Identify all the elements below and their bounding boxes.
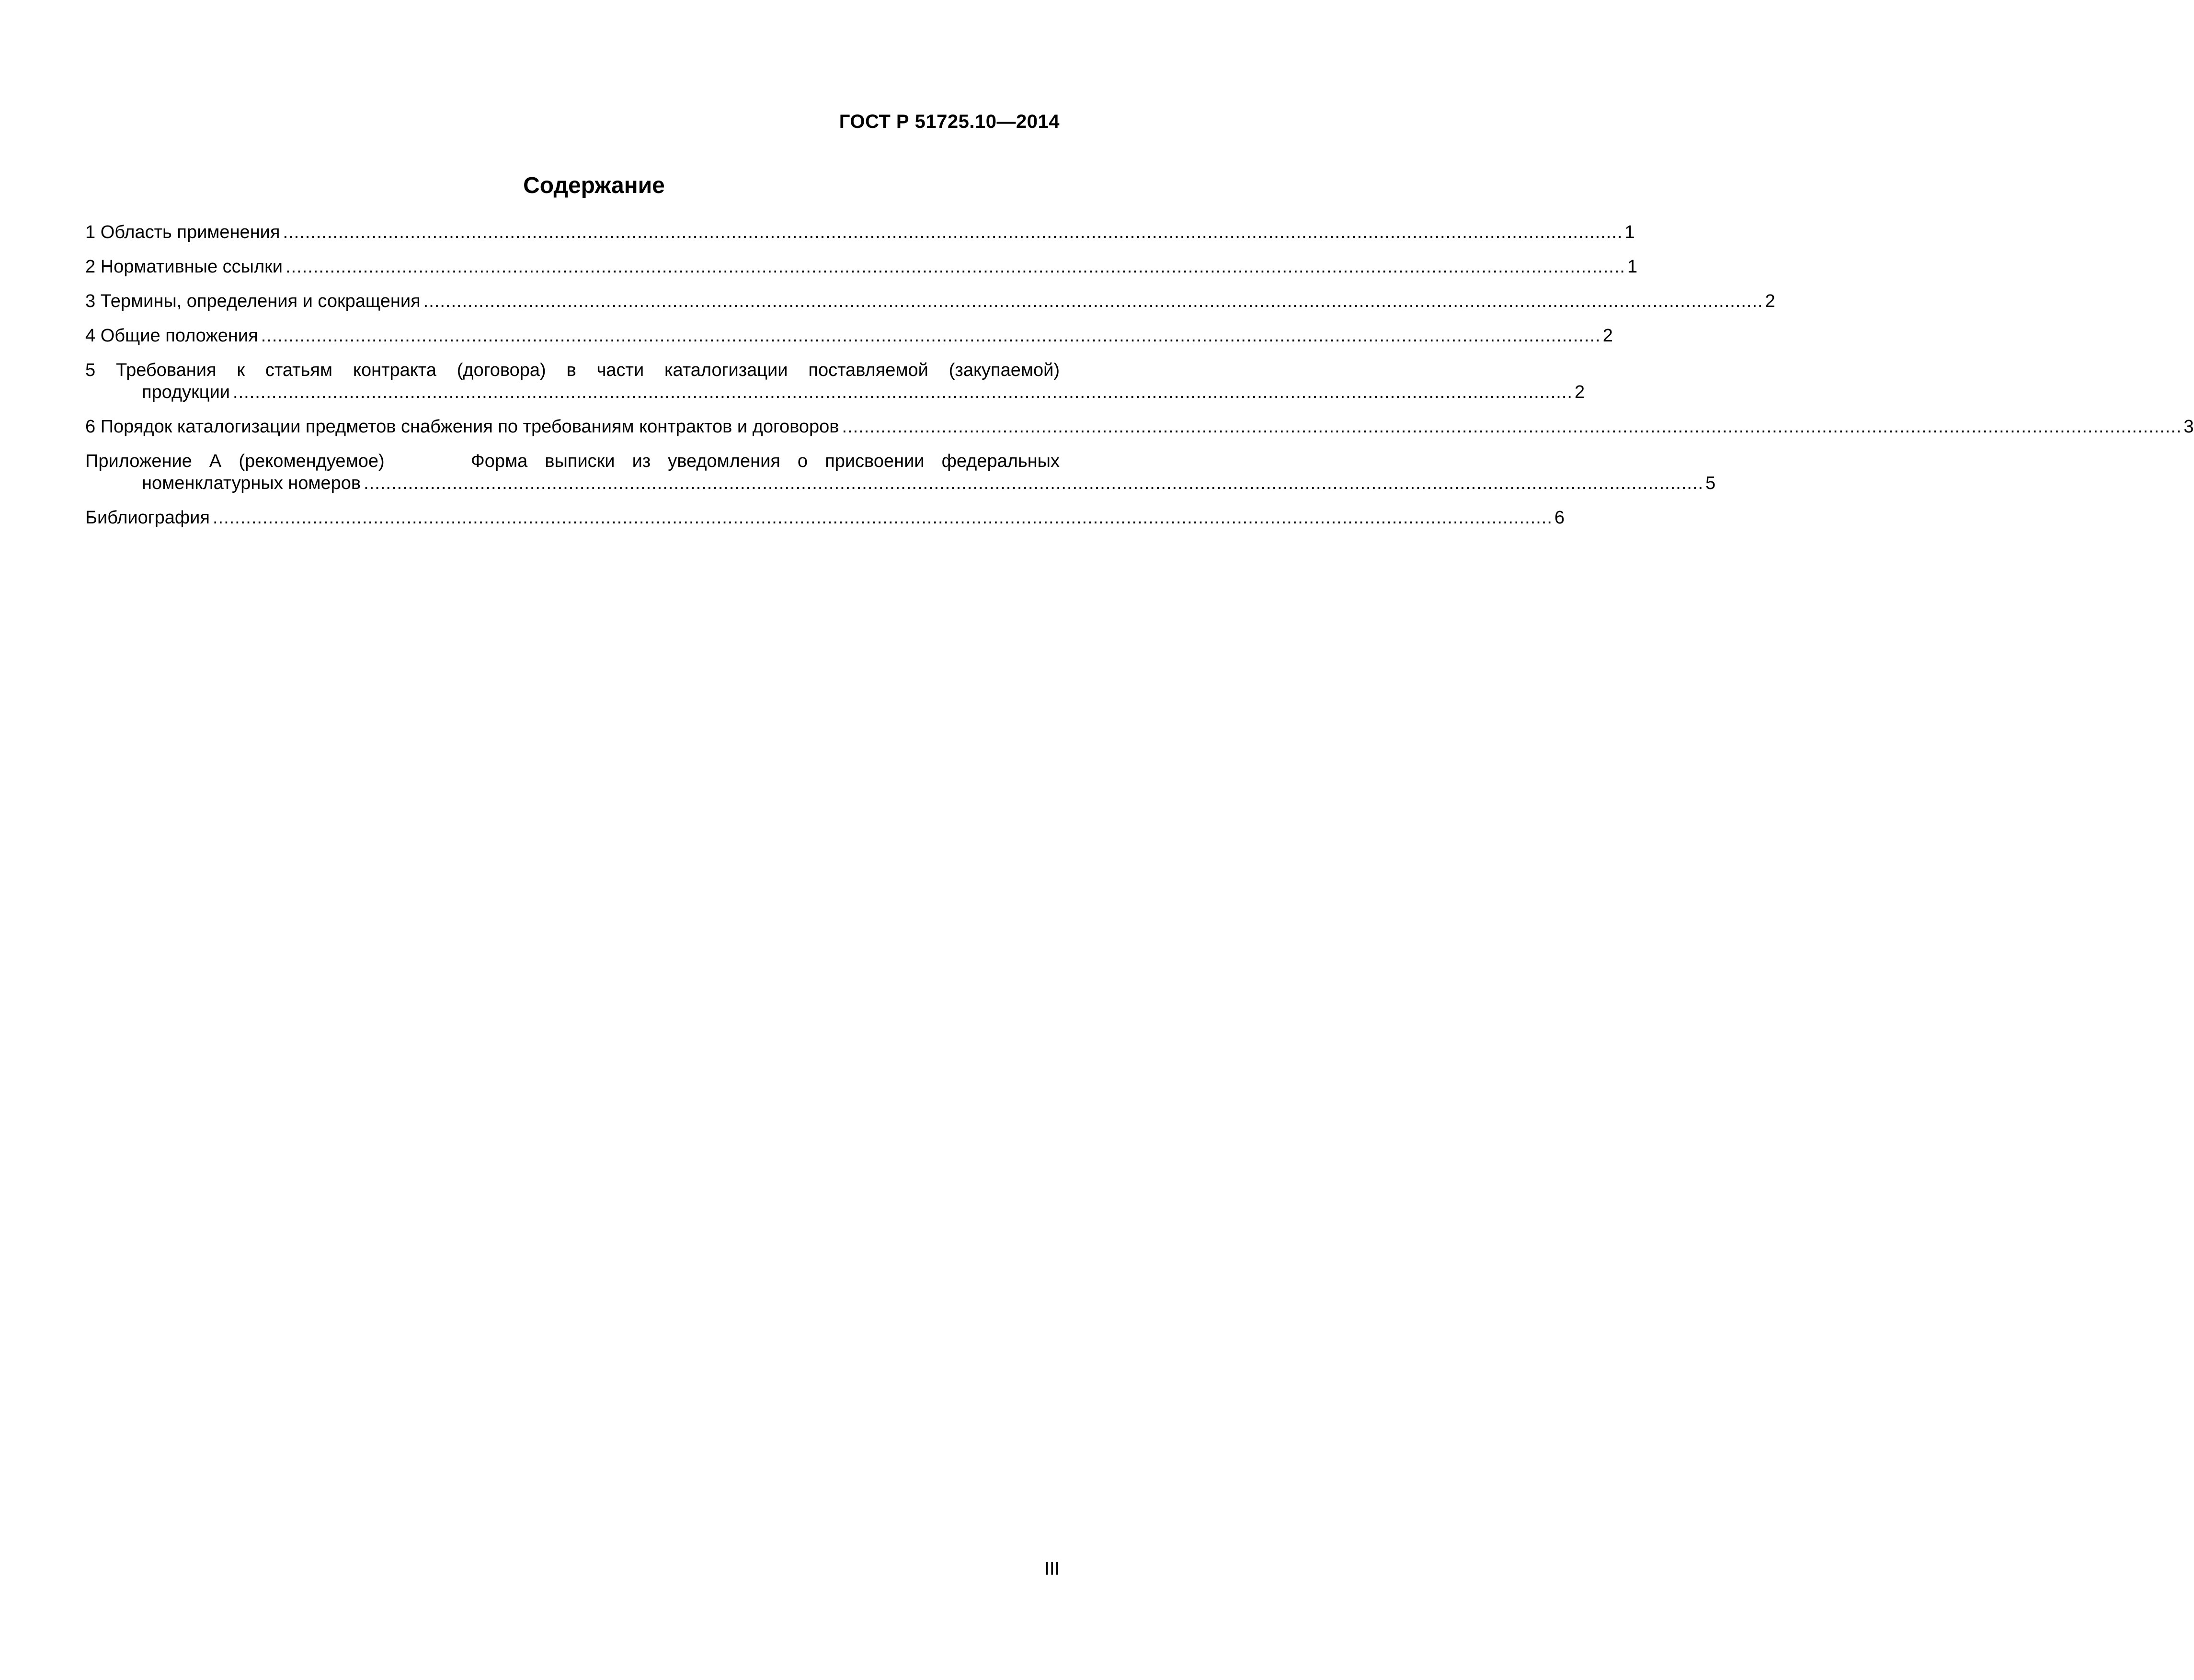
toc-entry-label: 6 Порядок каталогизации предметов снабжения по требованиям контрактов и договоров	[85, 417, 839, 437]
toc-entry-label: Приложение А (рекомендуемое) Форма выписки из уведомления о присвоении федеральных	[85, 451, 1060, 471]
toc-entry-2[interactable]	[85, 256, 1638, 278]
toc-entry-6[interactable]	[85, 416, 2194, 438]
toc-entry-page: 2	[1765, 291, 1775, 311]
toc-entry-label-cont: продукции	[142, 382, 230, 402]
toc-entry-appendix-a[interactable]	[85, 450, 1716, 494]
toc-entry-label: 5 Требования к статьям контракта (договора) в части каталогизации поставляемой (закупаемой)	[85, 360, 1060, 380]
toc-entry-page: 3	[2183, 417, 2194, 437]
dot-leader: ..................................................................................................................................................................................................................................................	[233, 382, 1573, 402]
toc-entry-label: 2 Нормативные ссылки	[85, 257, 283, 277]
toc-entry-4[interactable]	[85, 325, 1613, 347]
toc-title: Содержание	[523, 173, 665, 198]
toc-entry-page: 2	[1602, 326, 1613, 346]
toc-entry-label: 3 Термины, определения и сокращения	[85, 291, 421, 311]
toc-entry-label: Библиография	[85, 508, 210, 528]
dot-leader: ..................................................................................................................................................................................................................................................	[285, 257, 1625, 277]
toc-entry-page: 1	[1627, 257, 1638, 277]
toc-entry-page: 2	[1574, 382, 1585, 402]
toc-entry-label: 1 Область применения	[85, 222, 280, 242]
dot-leader: ..................................................................................................................................................................................................................................................	[212, 508, 1553, 528]
toc-entry-1[interactable]	[85, 221, 1635, 243]
toc-entry-bibliography[interactable]	[85, 507, 1565, 529]
toc-entry-page: 5	[1705, 473, 1716, 493]
dot-leader: ..................................................................................................................................................................................................................................................	[283, 222, 1623, 242]
toc-entry-page: 6	[1554, 508, 1565, 528]
dot-leader: ..................................................................................................................................................................................................................................................	[261, 326, 1601, 346]
toc-entry-label: 4 Общие положения	[85, 326, 258, 346]
page-number: III	[1044, 1559, 1060, 1579]
document-code: ГОСТ Р 51725.10—2014	[839, 111, 1060, 132]
dot-leader: ..................................................................................................................................................................................................................................................	[842, 417, 2182, 437]
toc-entry-5[interactable]	[85, 359, 1585, 403]
dot-leader: ..................................................................................................................................................................................................................................................	[423, 291, 1763, 311]
toc-entry-page: 1	[1624, 222, 1635, 242]
toc-entry-3[interactable]	[85, 290, 1775, 312]
table-of-contents	[85, 221, 2194, 541]
dot-leader: ..................................................................................................................................................................................................................................................	[364, 473, 1704, 493]
toc-entry-label-cont: номенклатурных номеров	[142, 473, 361, 493]
